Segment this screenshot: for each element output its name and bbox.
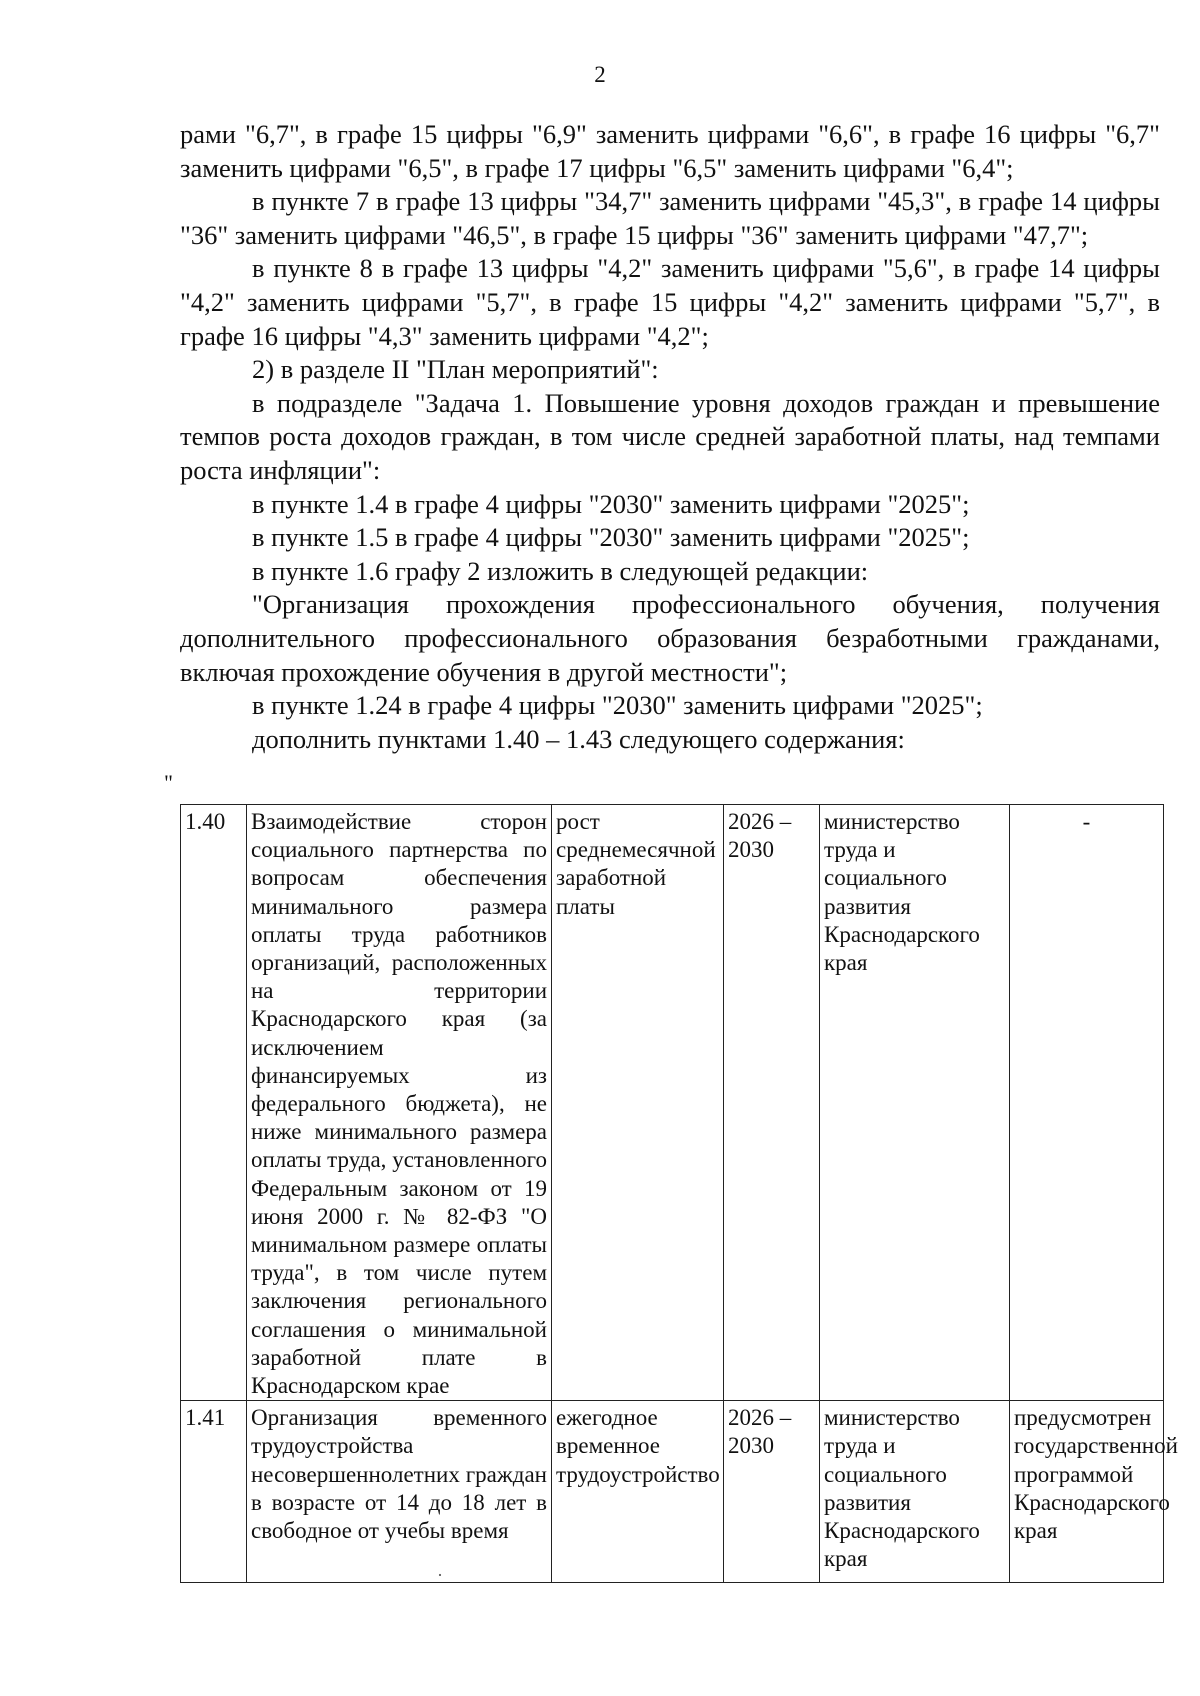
- period-cell: 2026 – 2030: [724, 1401, 820, 1583]
- funding-cell: предусмотрен государственной программой Краснодарского края: [1010, 1401, 1164, 1583]
- description-cell: Организация временного трудоустройства несовершеннолетних граждан в возрасте от 14 до 18 лет в свободное от учебы время: [247, 1401, 552, 1583]
- paragraph-7: в пункте 1.5 в графе 4 цифры "2030" заменить цифрами "2025";: [252, 522, 970, 553]
- page-number: 2: [594, 62, 606, 87]
- row-number-cell: 1.40: [181, 805, 247, 1401]
- period-cell: 2026 – 2030: [724, 805, 820, 1401]
- paragraph-2: в пункте 7 в графе 13 цифры "34,7" заменить цифрами "45,3", в графе 14 цифры "36" заменить цифрами "46,5", в графе 15 цифры "36" заменить цифрами "47,7";: [180, 186, 1160, 250]
- result-cell: ежегодное временное трудоустройство: [552, 1401, 724, 1583]
- stray-mark: ·: [437, 1565, 443, 1585]
- paragraph-6: в пункте 1.4 в графе 4 цифры "2030" заменить цифрами "2025";: [252, 488, 970, 519]
- paragraph-11: дополнить пунктами 1.40 – 1.43 следующего содержания:: [252, 723, 905, 754]
- description-cell: Взаимодействие сторон социального партнерства по вопросам обеспечения минимального размера оплаты труда работников организаций, расположенных на территории Краснодарского края (за исключением финансируемых из федерального бюджета), не ниже минимального размера оплаты труда, установленного Федеральным законом от 19 июня 2000 г. № 82-ФЗ "О минимальном размере оплаты труда", в том числе путем заключения регионального соглашения о минимальной заработной плате в Краснодарском крае: [247, 805, 552, 1401]
- paragraph-3: в пункте 8 в графе 13 цифры "4,2" заменить цифрами "5,6", в графе 14 цифры "4,2" заменить цифрами "5,7", в графе 15 цифры "4,2" заменить цифрами "5,7", в графе 16 цифры "4,3" заменить цифрами "4,2";: [180, 253, 1160, 351]
- paragraph-1: рами "6,7", в графе 15 цифры "6,9" заменить цифрами "6,6", в графе 16 цифры "6,7" заменить цифрами "6,5", в графе 17 цифры "6,5" заменить цифрами "6,4";: [180, 119, 1160, 183]
- executor-cell: министерство труда и социального развития Краснодарского края: [820, 1401, 1010, 1583]
- paragraph-9: "Организация прохождения профессионального обучения, получения дополнительного профессионального образования безработными гражданами, включая прохождение обучения в другой местности";: [180, 589, 1160, 687]
- row-number-cell: 1.41: [181, 1401, 247, 1583]
- paragraph-5: в подразделе "Задача 1. Повышение уровня доходов граждан и превышение темпов роста доходов граждан, в том числе средней заработной платы, над темпами роста инфляции":: [180, 387, 1160, 485]
- funding-cell: -: [1010, 805, 1164, 1401]
- paragraph-4: 2) в разделе II "План мероприятий":: [252, 354, 659, 385]
- table-row: [181, 1401, 1164, 1583]
- opening-quote-mark: ": [164, 770, 173, 795]
- paragraph-8: в пункте 1.6 графу 2 изложить в следующей редакции:: [252, 555, 869, 586]
- table-row: [181, 805, 1164, 1401]
- paragraph-10: в пункте 1.24 в графе 4 цифры "2030" заменить цифрами "2025";: [252, 690, 983, 721]
- measures-table: [180, 804, 1178, 1583]
- executor-cell: министерство труда и социального развития Краснодарского края: [820, 805, 1010, 1401]
- body-text: [180, 118, 1160, 756]
- result-cell: рост среднемесячной заработной платы: [552, 805, 724, 1401]
